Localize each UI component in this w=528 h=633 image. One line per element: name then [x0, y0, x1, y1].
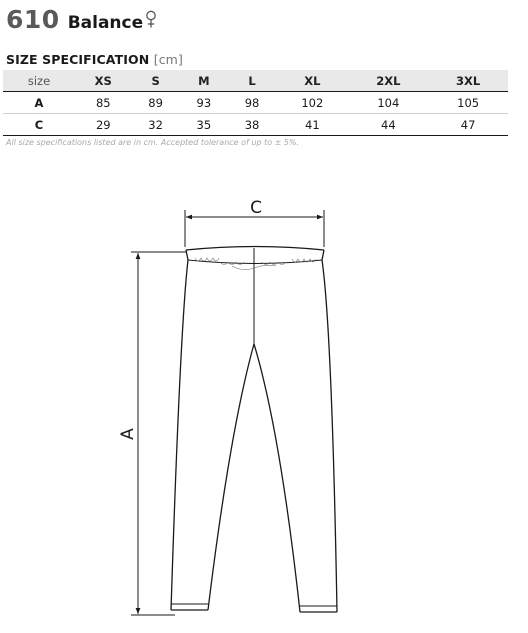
table-cell: 98 [228, 92, 276, 114]
table-cell: 35 [180, 114, 228, 136]
table-cell: 29 [75, 114, 132, 136]
size-header-s: S [132, 70, 180, 92]
spec-title-text: SIZE SPECIFICATION [6, 52, 150, 67]
table-cell: 47 [428, 114, 508, 136]
table-cell: 104 [348, 92, 428, 114]
table-cell: 85 [75, 92, 132, 114]
size-header-2xl: 2XL [348, 70, 428, 92]
size-header-l: L [228, 70, 276, 92]
row-label-c: C [3, 114, 75, 136]
leggings-outline [171, 247, 337, 613]
table-cell: 32 [132, 114, 180, 136]
table-cell: 41 [276, 114, 348, 136]
size-header-xs: XS [75, 70, 132, 92]
size-header-3xl: 3XL [428, 70, 508, 92]
product-name: Balance [67, 13, 144, 33]
dimension-a [118, 252, 186, 615]
spec-unit: [cm] [153, 52, 183, 67]
table-cell: 102 [276, 92, 348, 114]
table-cell: 93 [180, 92, 228, 114]
dimension-c [185, 198, 324, 247]
tolerance-note: All size specifications listed are in cm. Accepted tolerance of up to ± 5%. [6, 138, 300, 147]
table-cell: 38 [228, 114, 276, 136]
row-label-a: A [3, 92, 75, 114]
dimension-c-label: C [250, 198, 262, 218]
dimension-a-label: A [118, 428, 138, 440]
table-cell: 44 [348, 114, 428, 136]
size-header-xl: XL [276, 70, 348, 92]
table-cell: 105 [428, 92, 508, 114]
size-header-m: M [180, 70, 228, 92]
product-code: 610 [6, 5, 60, 34]
size-header-label: size [3, 70, 75, 92]
table-cell: 89 [132, 92, 180, 114]
